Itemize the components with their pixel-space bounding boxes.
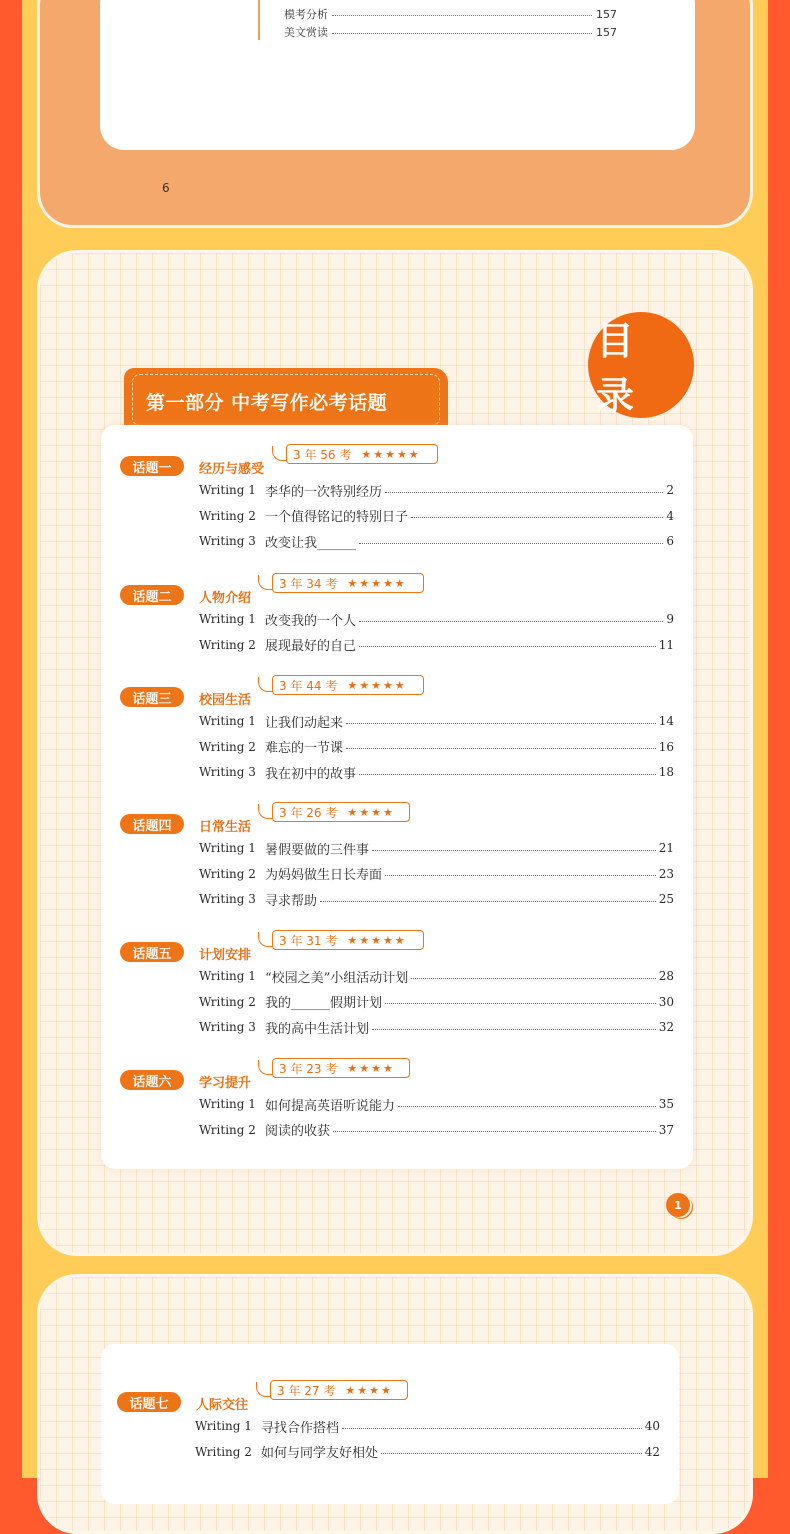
exam-frequency: 3 年 27 考 (277, 1383, 336, 1398)
toc-entry-page: 4 (666, 508, 674, 523)
writing-label: Writing 2 (199, 866, 256, 881)
toc-entry-title: 难忘的一节课 (265, 741, 344, 757)
leader-dots (346, 748, 656, 749)
toc-entry-page: 40 (644, 1419, 660, 1433)
toc-entry[interactable] (199, 993, 674, 1011)
exam-frequency-box (272, 802, 410, 822)
writing-label: Writing 2 (195, 1444, 252, 1459)
writing-label: Writing 2 (199, 1122, 256, 1137)
previous-page-number: 6 (162, 181, 170, 195)
leader-dots (385, 492, 663, 493)
toc-entry-page: 35 (658, 1097, 674, 1111)
toc-entry[interactable] (199, 481, 674, 499)
toc-entry-page: 21 (658, 841, 674, 855)
toc-entry-page: 30 (658, 994, 674, 1009)
toc-entry-title: 如何提高英语听说能力 (265, 1098, 396, 1114)
toc-entry-title: 我在初中的故事 (265, 766, 357, 782)
part-title: 第一部分 中考写作必考话题 (146, 392, 388, 414)
topic-name: 校园生活 (199, 693, 252, 708)
toc-entry[interactable] (199, 1121, 674, 1139)
topic-tag: 话题一 (120, 456, 184, 476)
toc-entry-title: 展现最好的自己 (265, 639, 357, 655)
exam-frequency: 3 年 56 考 (293, 447, 352, 462)
writing-label: Writing 3 (199, 892, 256, 907)
importance-stars: ★★★★ (345, 1383, 393, 1397)
toc-entry[interactable] (199, 1018, 674, 1036)
toc-entry[interactable] (199, 738, 674, 756)
exam-frequency: 3 年 23 考 (279, 1061, 338, 1076)
leader-dots (381, 1453, 642, 1454)
toc-entry[interactable] (199, 712, 674, 730)
exam-frequency-box (272, 1058, 410, 1078)
topic-name: 日常生活 (199, 820, 252, 835)
leader-dots (359, 646, 656, 647)
importance-stars: ★★★★★ (361, 447, 421, 461)
toc-entry-page: 42 (644, 1444, 660, 1459)
toc-entry-title: 改变让我______ (265, 535, 357, 551)
previous-page-divider (258, 0, 260, 40)
previous-toc-row[interactable] (284, 23, 617, 41)
topic-name: 人际交往 (196, 1398, 249, 1413)
exam-frequency-box (286, 444, 438, 464)
writing-label: Writing 2 (199, 508, 256, 523)
writing-label: Writing 2 (199, 637, 256, 652)
toc-entry-title: 寻找合作搭档 (261, 1420, 340, 1436)
writing-label: Writing 1 (199, 483, 256, 497)
leader-dots (398, 1106, 656, 1107)
toc-entry[interactable] (199, 610, 674, 628)
leader-dots (372, 850, 656, 851)
writing-label: Writing 1 (195, 1419, 252, 1433)
topic-name: 经历与感受 (199, 462, 265, 477)
toc-entry-title: “校园之美”小组活动计划 (265, 970, 409, 986)
importance-stars: ★★★★★ (347, 933, 407, 947)
toc-entry[interactable] (199, 967, 674, 985)
topic-tag: 话题二 (120, 585, 184, 605)
exam-frequency-box (272, 675, 424, 695)
exam-frequency-box (272, 573, 424, 593)
toc-entry-page: 37 (658, 1122, 674, 1137)
leader-dots (385, 875, 656, 876)
exam-frequency: 3 年 44 考 (279, 678, 338, 693)
writing-label: Writing 3 (199, 534, 256, 549)
topic-tag: 话题四 (120, 814, 184, 834)
importance-stars: ★★★★ (347, 805, 395, 819)
toc-entry-page: 28 (658, 969, 674, 983)
writing-label: Writing 2 (199, 739, 256, 754)
leader-dots (385, 1003, 656, 1004)
topic-tag: 话题七 (117, 1392, 181, 1412)
exam-frequency: 3 年 31 考 (279, 933, 338, 948)
toc-entry-page: 2 (666, 483, 674, 497)
toc-entry-page: 157 (596, 25, 617, 39)
toc-entry[interactable] (199, 865, 674, 883)
importance-stars: ★★★★★ (347, 678, 407, 692)
toc-entry-title: 阅读的收获 (265, 1124, 331, 1140)
leader-dots (332, 33, 592, 34)
writing-label: Writing 1 (199, 612, 256, 626)
toc-entry-page: 16 (658, 739, 674, 754)
toc-entry-title: 我的______假期计划 (265, 996, 383, 1012)
leader-dots (372, 1029, 656, 1030)
toc-entry[interactable] (199, 507, 674, 525)
toc-heading: 目 录 (596, 319, 643, 418)
toc-entry[interactable] (195, 1443, 660, 1461)
leader-dots (342, 1428, 642, 1429)
leader-dots (320, 901, 656, 902)
writing-label: Writing 1 (199, 841, 256, 855)
toc-entry[interactable] (199, 636, 674, 654)
leader-dots (411, 517, 663, 518)
topic-name: 学习提升 (199, 1076, 252, 1091)
toc-entry-title: 模考分析 (284, 8, 328, 21)
leader-dots (333, 1131, 656, 1132)
toc-entry-page: 6 (666, 534, 674, 549)
toc-entry[interactable] (195, 1417, 660, 1435)
toc-entry-title: 寻求帮助 (265, 893, 318, 909)
toc-entry-title: 如何与同学友好相处 (261, 1446, 379, 1462)
previous-toc-row[interactable] (284, 5, 617, 23)
toc-entry-page: 11 (658, 637, 674, 652)
toc-entry-title: 暑假要做的三件事 (265, 842, 370, 858)
toc-entry-page: 23 (658, 866, 674, 881)
leader-dots (346, 723, 656, 724)
toc-entry-title: 一个值得铭记的特别日子 (265, 510, 409, 526)
toc-entry-title: 让我们动起来 (265, 715, 344, 731)
toc-entry-title: 李华的一次特别经历 (265, 484, 383, 500)
toc-entry[interactable] (199, 532, 674, 550)
topic-tag: 话题五 (120, 942, 184, 962)
exam-frequency-box (270, 1380, 408, 1400)
writing-label: Writing 1 (199, 969, 256, 983)
leader-dots (359, 774, 656, 775)
writing-label: Writing 1 (199, 714, 256, 728)
importance-stars: ★★★★★ (347, 576, 407, 590)
writing-label: Writing 3 (199, 1020, 256, 1035)
toc-entry[interactable] (199, 763, 674, 781)
topic-name: 人物介绍 (199, 591, 252, 606)
exam-frequency: 3 年 26 考 (279, 805, 338, 820)
exam-frequency: 3 年 34 考 (279, 576, 338, 591)
importance-stars: ★★★★ (347, 1061, 395, 1075)
writing-label: Writing 3 (199, 765, 256, 780)
topic-name: 计划安排 (199, 948, 252, 963)
toc-entry-page: 9 (666, 612, 674, 626)
writing-label: Writing 2 (199, 994, 256, 1009)
leader-dots (411, 978, 655, 979)
toc-entry[interactable] (199, 890, 674, 908)
exam-frequency-box (272, 930, 424, 950)
topic-tag: 话题三 (120, 687, 184, 707)
toc-entry-title: 为妈妈做生日长寿面 (265, 868, 383, 884)
leader-dots (332, 15, 592, 16)
toc-entry-page: 32 (658, 1020, 674, 1035)
toc-entry[interactable] (199, 839, 674, 857)
topic-tag: 话题六 (120, 1070, 184, 1090)
toc-entry-title: 改变我的一个人 (265, 613, 357, 629)
leader-dots (359, 543, 663, 544)
leader-dots (359, 621, 663, 622)
toc-entry-page: 14 (658, 714, 674, 728)
toc-entry-page: 157 (596, 7, 617, 21)
toc-heading-circle (588, 312, 694, 418)
toc-entry[interactable] (199, 1095, 674, 1113)
writing-label: Writing 1 (199, 1097, 256, 1111)
toc-entry-page: 18 (658, 765, 674, 780)
toc-entry-title: 美文赏读 (284, 26, 328, 39)
toc-entry-page: 25 (658, 892, 674, 907)
toc-entry-title: 我的高中生活计划 (265, 1021, 370, 1037)
page-number-badge: 1 (666, 1193, 690, 1217)
